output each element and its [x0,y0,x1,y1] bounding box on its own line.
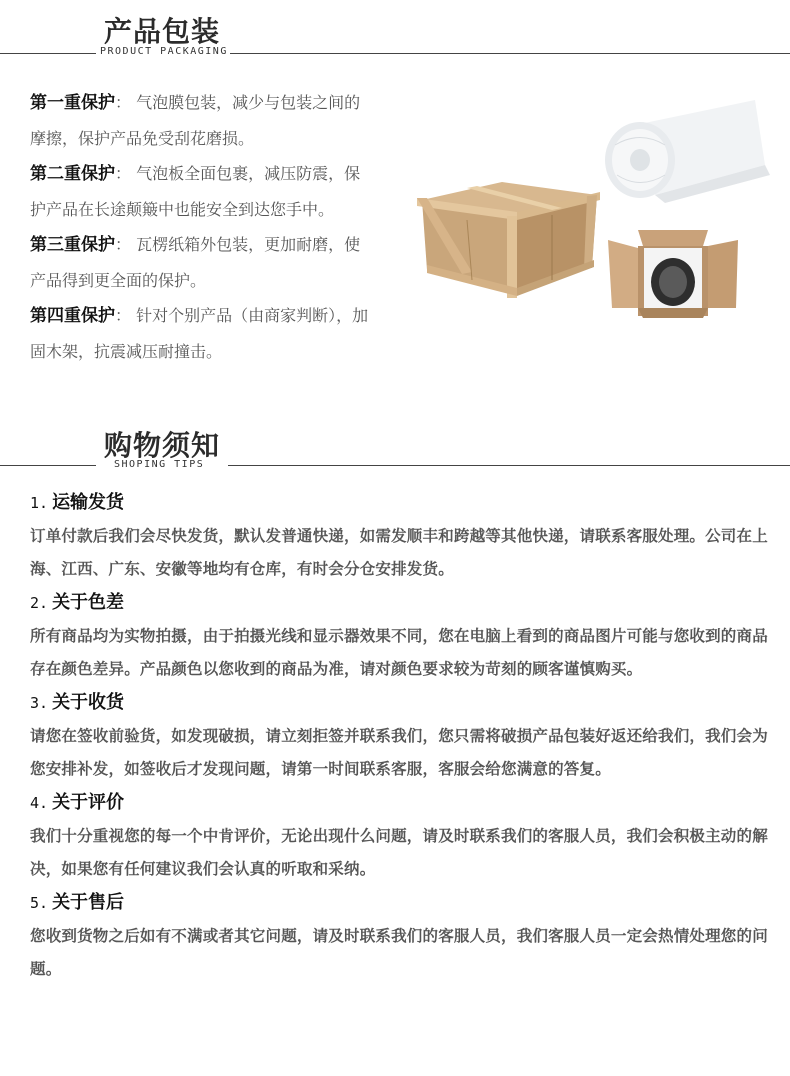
tip-number: 1. [30,494,49,512]
packaging-subtitle: PRODUCT PACKAGING [100,46,228,57]
tips-subtitle: SHOPING TIPS [114,459,205,470]
tip-number: 2. [30,594,49,612]
protection-list [30,85,370,369]
tip-heading-text: 运输发货 [52,492,125,513]
protection-item [30,298,370,369]
tip-heading-text: 关于色差 [52,592,125,613]
tip-body: 所有商品均为实物拍摄，由于拍摄光线和显示器效果不同，您在电脑上看到的商品图片可能与您收到的商品存在颜色差异。产品颜色以您收到的商品为准，请对颜色要求较为苛刻的顾客谨慎购买。 [30,627,768,678]
tip-heading-text: 关于售后 [52,892,125,913]
tip-number: 4. [30,794,49,812]
packaging-title: 产品包装 [104,15,221,48]
tip-item [30,686,770,786]
tip-heading-text: 关于收货 [52,692,125,713]
tip-body: 请您在签收前验货，如发现破损，请立刻拒签并联系我们，您只需将破损产品包装好返还给我们，我们会为您安排补发，如签收后才发现问题，请第一时间联系客服，客服会给您满意的答复。 [30,727,768,778]
tip-number: 5. [30,894,49,912]
tip-number: 3. [30,694,49,712]
tips-list [30,486,770,986]
tips-title: 购物须知 [104,429,221,462]
foam-roll-image [595,95,770,209]
protection-label: 第四重保护 [30,306,115,326]
header-divider-right [230,53,790,54]
protection-label: 第一重保护 [30,93,115,113]
tip-body: 订单付款后我们会尽快发货，默认发普通快递，如需发顺丰和跨越等其他快递，请联系客服处理。公司在上海、江西、广东、安徽等地均有仓库，有时会分仓安排发货。 [30,527,768,578]
tip-heading [30,886,770,920]
tip-heading [30,586,770,620]
protection-text: ： 气泡板全面包裹，减压防震，保护产品在长途颠簸中也能安全到达您手中。 [30,164,361,219]
tip-body: 您收到货物之后如有不满或者其它问题，请及时联系我们的客服人员，我们客服人员一定会热情处理您的问题。 [30,927,768,978]
carton-box-image [608,228,740,322]
tip-item [30,486,770,586]
tip-heading [30,486,770,520]
tip-item [30,586,770,686]
protection-item [30,156,370,227]
protection-text: ： 气泡膜包装，减少与包装之间的摩擦，保护产品免受刮花磨损。 [30,93,361,148]
protection-item [30,227,370,298]
protection-text: ： 针对个别产品（由商家判断），加固木架，抗震减压耐撞击。 [30,306,369,361]
wooden-crate-image [412,170,602,309]
tip-heading-text: 关于评价 [52,792,125,813]
tips-divider-left [0,465,96,466]
tip-item [30,786,770,886]
tip-item [30,886,770,986]
tip-body: 我们十分重视您的每一个中肯评价，无论出现什么问题，请及时联系我们的客服人员，我们会积极主动的解决，如果您有任何建议我们会认真的听取和采纳。 [30,827,768,878]
protection-label: 第二重保护 [30,164,115,184]
header-divider-left [0,53,96,54]
tips-divider-right [228,465,790,466]
tip-heading [30,786,770,820]
protection-label: 第三重保护 [30,235,115,255]
protection-item [30,85,370,156]
tip-heading [30,686,770,720]
protection-text: ： 瓦楞纸箱外包装，更加耐磨，使产品得到更全面的保护。 [30,235,361,290]
